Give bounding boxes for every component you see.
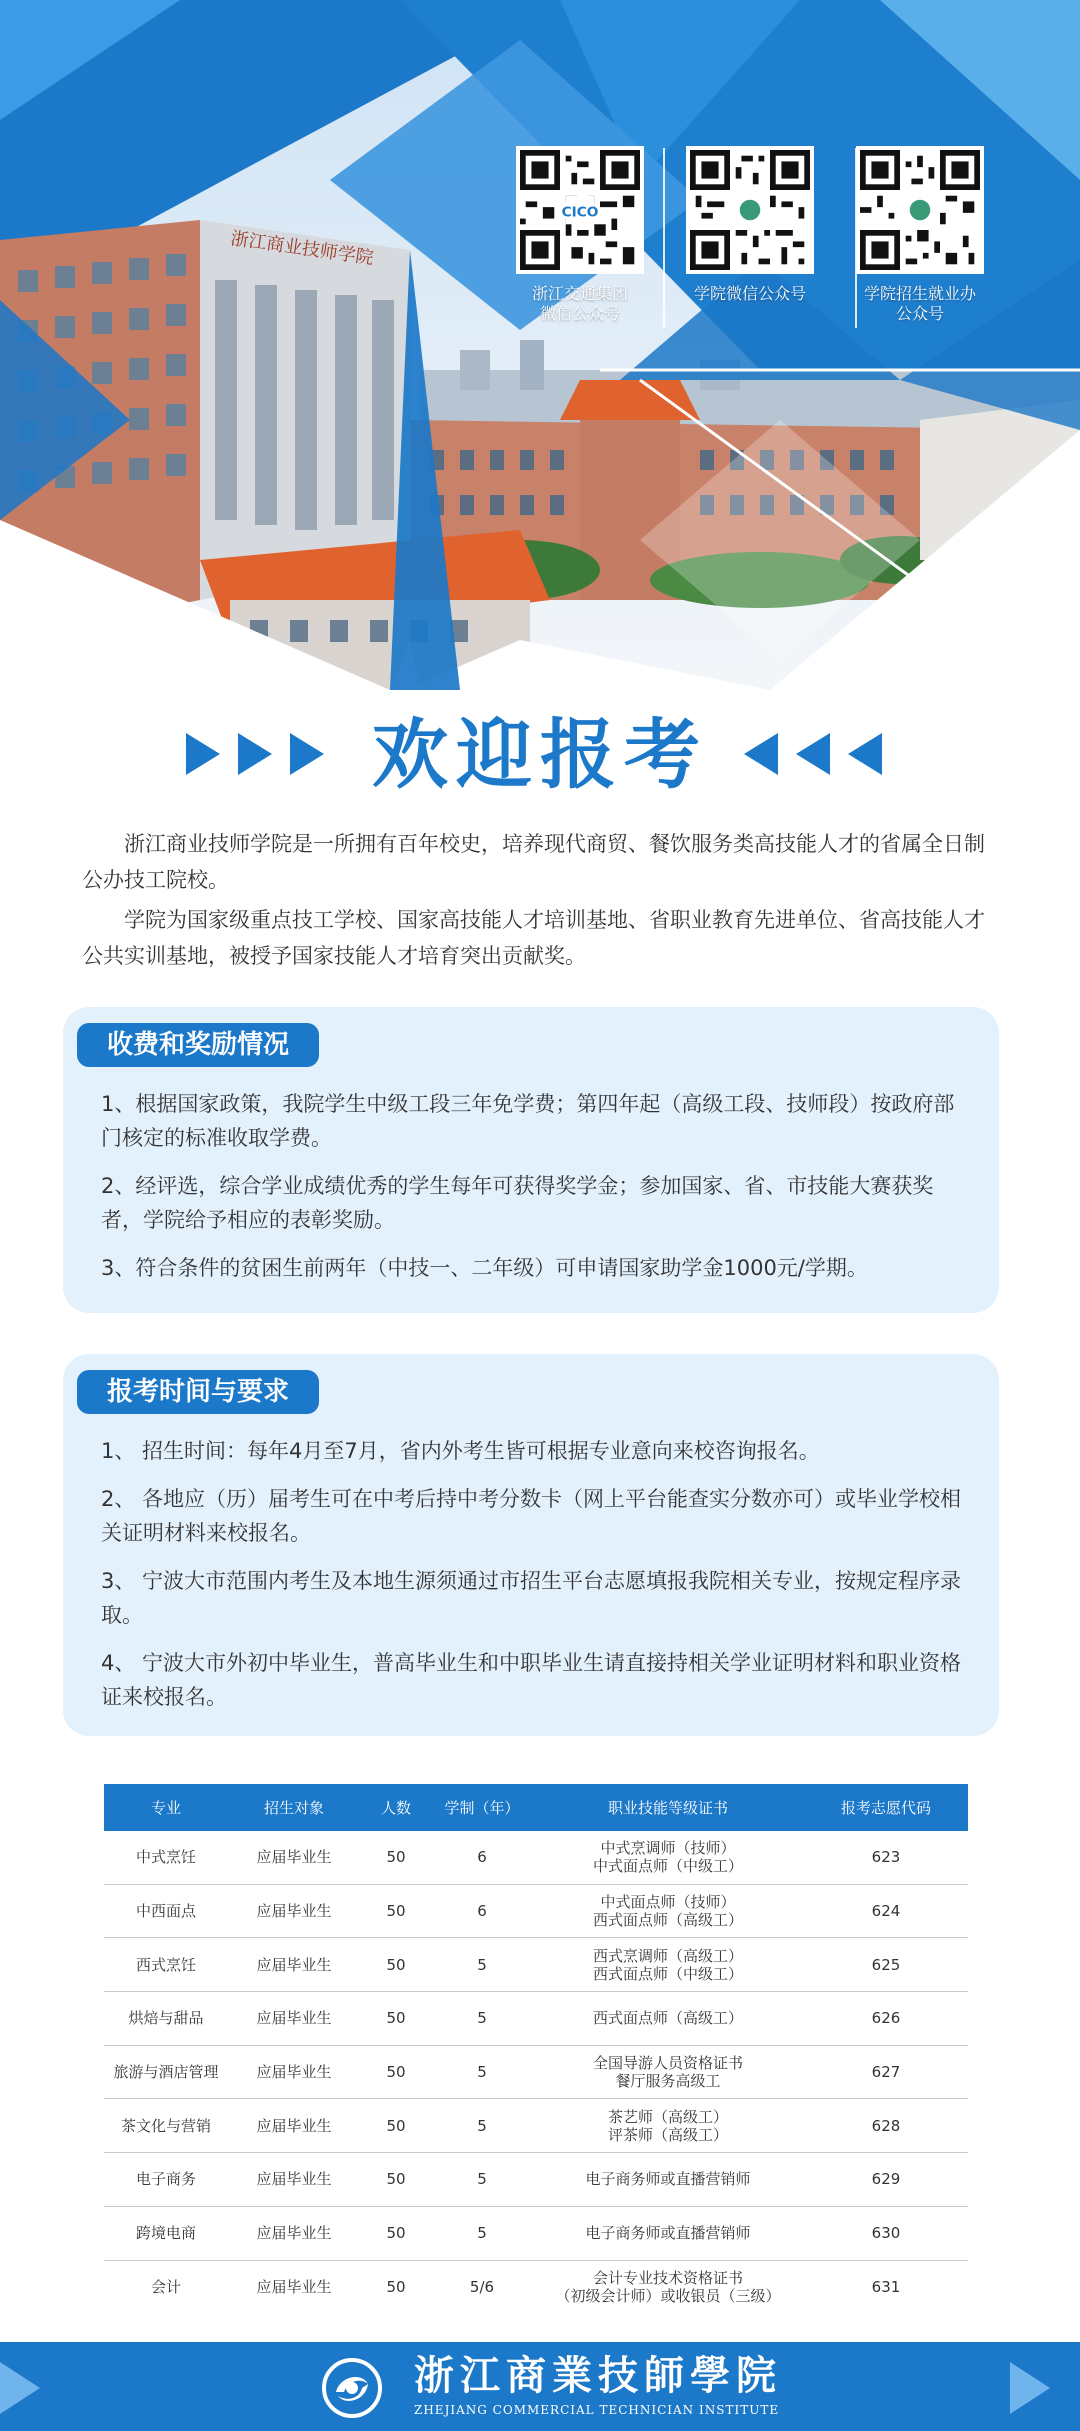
cell-count: 50 — [360, 1884, 432, 1938]
page-title: 欢迎报考 — [372, 710, 708, 799]
cell-count: 50 — [386, 2277, 406, 2296]
cell-target: 应届毕业生 — [256, 2277, 332, 2296]
cert-line: 西式面点师（高级工） — [592, 1911, 743, 1930]
cell-cert — [532, 2099, 804, 2153]
cell-code: 625 — [804, 1938, 968, 1992]
hero-banner — [0, 0, 1080, 690]
qr-code-icon[interactable] — [516, 146, 644, 274]
cell-target: 应届毕业生 — [228, 2099, 360, 2153]
enroll-list — [101, 1434, 971, 1728]
cert-line: 中式面点师（技师） — [600, 1893, 736, 1912]
cell-cert — [532, 1938, 804, 1992]
list-item: 3、符合条件的贫困生前两年（中技一、二年级）可申请国家助学金1000元/学期。 — [101, 1256, 868, 1280]
cert-line: 全国导游人员资格证书 — [592, 2054, 743, 2073]
cell-count: 50 — [360, 1992, 432, 2046]
cell-code: 623 — [804, 1831, 968, 1884]
cell-cert — [532, 2153, 804, 2207]
cell-years: 5 — [432, 2153, 532, 2207]
qr-code-icon[interactable] — [686, 146, 814, 274]
intro-paragraph: 浙江商业技师学院是一所拥有百年校史，培养现代商贸、餐饮服务类高技能人才的省属全日制公办技工院校。 — [82, 832, 985, 892]
enroll-card — [63, 1354, 999, 1736]
building-sign: 浙江商业技师学院 — [229, 228, 375, 269]
qr-logo-text: CICO — [561, 204, 599, 221]
column-header: 报考志愿代码 — [804, 1784, 968, 1831]
table-row — [104, 1992, 968, 2046]
section-title: 报考时间与要求 — [77, 1370, 319, 1414]
cell-years: 5 — [432, 2045, 532, 2099]
cell-code: 630 — [804, 2206, 968, 2260]
table-row — [104, 2153, 968, 2207]
list-item: 3、 宁波大市范围内考生及本地生源须通过市招生平台志愿填报我院相关专业，按规定程序录取。 — [101, 1569, 962, 1627]
list-item: 1、 招生时间：每年4月至7月，省内外考生皆可根据专业意向来校咨询报名。 — [101, 1439, 820, 1463]
table-row — [104, 1884, 968, 1938]
footer-banner — [0, 2342, 1080, 2431]
arrow-left-icon — [744, 733, 882, 775]
cell-count: 50 — [360, 2153, 432, 2207]
cert-line: 茶艺师（高级工） — [607, 2107, 728, 2126]
column-header: 人数 — [360, 1784, 432, 1831]
cell-target: 应届毕业生 — [228, 2153, 360, 2207]
qr-group-college — [675, 146, 825, 304]
table-row — [104, 2045, 968, 2099]
qr-divider — [663, 148, 665, 328]
cell-major: 烘焙与甜品 — [104, 1992, 228, 2046]
cell-target: 应届毕业生 — [228, 2045, 360, 2099]
cell-years: 6 — [432, 1884, 532, 1938]
cell-major: 中式烹饪 — [104, 1831, 228, 1884]
qr-group-group — [505, 146, 655, 324]
qr-caption: 学院招生就业办 公众号 — [863, 284, 976, 323]
cell-major: 电子商务 — [104, 2153, 228, 2207]
triangle-decor-icon — [1010, 2362, 1050, 2414]
cell-major: 跨境电商 — [104, 2206, 228, 2260]
qr-pattern — [690, 150, 810, 270]
cell-count: 50 — [360, 2099, 432, 2153]
cell-target: 应届毕业生 — [228, 1938, 360, 1992]
qr-pattern — [520, 150, 640, 270]
triangle-decor-icon — [0, 2362, 40, 2414]
cert-line: 评茶师（高级工） — [607, 2125, 728, 2144]
cert-line: 餐厅服务高级工 — [615, 2072, 721, 2091]
cell-code: 628 — [804, 2099, 968, 2153]
cell-cert — [532, 1884, 804, 1938]
cert-line: 电子商务师或直播营销师 — [585, 2170, 751, 2189]
table-header-row — [104, 1784, 968, 1831]
cell-code: 631 — [871, 2277, 901, 2296]
welcome-header — [0, 700, 1080, 810]
cell-count: 50 — [360, 2045, 432, 2099]
column-header: 招生对象 — [228, 1784, 360, 1831]
school-name-cn: 浙江商業技師學院 — [414, 2352, 782, 2399]
cell-code: 626 — [804, 1992, 968, 2046]
table-row — [104, 1831, 968, 1884]
cell-cert — [532, 2260, 804, 2313]
qr-group-admissions — [845, 146, 995, 324]
cell-code: 629 — [804, 2153, 968, 2207]
cert-line: 中式烹调师（技师） — [600, 1839, 736, 1858]
cell-major: 茶文化与营销 — [104, 2099, 228, 2153]
table-row — [104, 2099, 968, 2153]
fees-list — [101, 1087, 971, 1299]
qr-caption: 浙江交通集团 微信公众号 — [531, 284, 628, 323]
cell-cert — [532, 1992, 804, 2046]
column-header: 专业 — [104, 1784, 228, 1831]
cell-code: 627 — [804, 2045, 968, 2099]
cell-major: 西式烹饪 — [104, 1938, 228, 1992]
fees-card — [63, 1007, 999, 1313]
table-row — [104, 2260, 968, 2313]
cell-count: 50 — [360, 1938, 432, 1992]
cell-years: 5/6 — [469, 2277, 495, 2296]
cell-cert — [532, 1831, 804, 1884]
cell-count: 50 — [360, 1831, 432, 1884]
cell-count: 50 — [360, 2206, 432, 2260]
cell-cert — [532, 2045, 804, 2099]
list-item: 1、根据国家政策，我院学生中级工段三年免学费；第四年起（高级工段、技师段）按政府部门核定的标准收取学费。 — [101, 1092, 955, 1150]
cell-target: 应届毕业生 — [228, 1992, 360, 2046]
table-row — [104, 2206, 968, 2260]
cell-years: 5 — [432, 2099, 532, 2153]
cert-line: 会计专业技术资格证书 — [592, 2268, 743, 2287]
intro-text — [82, 826, 1002, 978]
qr-caption: 学院微信公众号 — [693, 284, 806, 303]
list-item: 2、 各地应（历）届考生可在中考后持中考分数卡（网上平台能查实分数亦可）或毕业学校相关证明材料来校报名。 — [101, 1487, 962, 1545]
qr-code-icon[interactable] — [856, 146, 984, 274]
cell-major: 会计 — [150, 2277, 181, 2296]
cert-line: 西式面点师（高级工） — [592, 2009, 743, 2028]
cell-years: 6 — [432, 1831, 532, 1884]
column-header: 学制（年） — [432, 1784, 532, 1831]
cell-code: 624 — [804, 1884, 968, 1938]
qr-pattern — [860, 150, 980, 270]
cert-line: 中式面点师（中级工） — [592, 1857, 743, 1876]
cell-major: 旅游与酒店管理 — [104, 2045, 228, 2099]
section-title: 收费和奖励情况 — [77, 1023, 319, 1067]
table-row — [104, 1938, 968, 1992]
list-item: 2、经评选，综合学业成绩优秀的学生每年可获得奖学金；参加国家、省、市技能大赛获奖者，学院给予相应的表彰奖励。 — [101, 1174, 934, 1232]
cell-cert — [532, 2206, 804, 2260]
cell-target: 应届毕业生 — [228, 1831, 360, 1884]
list-item: 4、 宁波大市外初中毕业生，普高毕业生和中职毕业生请直接持相关学业证明材料和职业资格证来校报名。 — [101, 1651, 962, 1709]
column-header: 职业技能等级证书 — [532, 1784, 804, 1831]
cell-target: 应届毕业生 — [228, 1884, 360, 1938]
campus-photo-collage — [0, 0, 1080, 690]
school-name-en: ZHEJIANG COMMERCIAL TECHNICIAN INSTITUTE — [414, 2403, 780, 2417]
school-logo-icon — [322, 2358, 382, 2418]
cell-years: 5 — [432, 1938, 532, 1992]
cert-line: （初级会计师）或收银员（三级） — [555, 2286, 781, 2305]
cert-line: 西式烹调师（高级工） — [592, 1946, 743, 1965]
cert-line: 西式面点师（中级工） — [592, 1964, 743, 1983]
cert-line: 电子商务师或直播营销师 — [585, 2224, 751, 2243]
cell-years: 5 — [432, 1992, 532, 2046]
cell-major: 中西面点 — [104, 1884, 228, 1938]
cell-target: 应届毕业生 — [228, 2206, 360, 2260]
majors-table — [104, 1784, 968, 2313]
cell-years: 5 — [432, 2206, 532, 2260]
intro-paragraph: 学院为国家级重点技工学校、国家高技能人才培训基地、省职业教育先进单位、省高技能人才公共实训基地，被授予国家技能人才培育突出贡献奖。 — [82, 908, 985, 968]
